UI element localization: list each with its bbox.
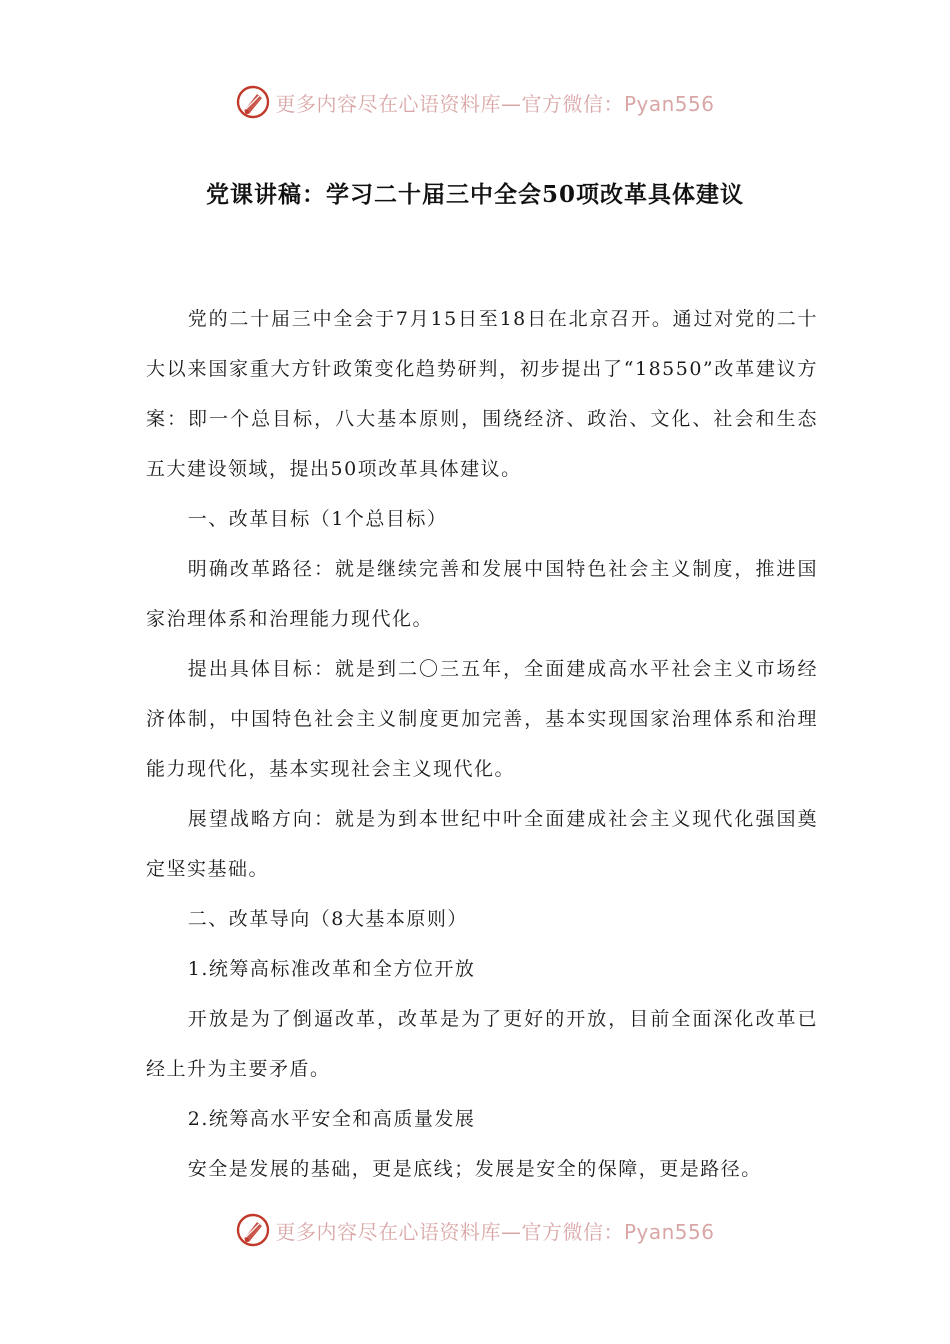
watermark-banner-inner xyxy=(235,80,714,124)
document-body xyxy=(146,294,818,1194)
paragraph-principle-1: 开放是为了倒逼改革，改革是为了更好的开放，目前全面深化改革已经上升为主要矛盾。 xyxy=(146,1008,818,1080)
pen-nib-circle-icon xyxy=(235,1212,271,1248)
heading-reform-orientation: 二、改革导向（8大基本原则） xyxy=(187,908,468,930)
heading-reform-goal: 一、改革目标（1个总目标） xyxy=(187,508,448,530)
subheading-principle-1: 1.统筹高标准改革和全方位开放 xyxy=(187,958,476,980)
pen-nib-circle-icon xyxy=(235,84,271,120)
document-title: 党课讲稿：学习二十届三中全会50项改革具体建议 xyxy=(205,181,744,208)
paragraph-strategic-direction: 展望战略方向：就是为到本世纪中叶全面建成社会主义现代化强国奠定坚实基础。 xyxy=(146,808,818,880)
watermark-banner-inner xyxy=(235,1208,714,1252)
watermark-text: 更多内容尽在心语资料库—官方微信：Pyan556 xyxy=(275,1219,715,1244)
paragraph-principle-2: 安全是发展的基础，更是底线；发展是安全的保障，更是路径。 xyxy=(187,1158,762,1180)
subheading-principle-2: 2.统筹高水平安全和高质量发展 xyxy=(187,1108,476,1130)
paragraph-reform-path: 明确改革路径：就是继续完善和发展中国特色社会主义制度，推进国家治理体系和治理能力现代化。 xyxy=(146,558,818,630)
watermark-banner-top xyxy=(0,80,950,124)
paragraph-specific-goal: 提出具体目标：就是到二〇三五年，全面建成高水平社会主义市场经济体制，中国特色社会主义制度更加完善，基本实现国家治理体系和治理能力现代化，基本实现社会主义现代化。 xyxy=(146,658,818,780)
paragraph-intro: 党的二十届三中全会于7月15日至18日在北京召开。通过对党的二十大以来国家重大方针政策变化趋势研判，初步提出了“18550”改革建议方案：即一个总目标，八大基本原则，围绕经济、政治、文化、社会和生态五大建设领域，提出50项改革具体建议。 xyxy=(146,308,818,480)
watermark-text: 更多内容尽在心语资料库—官方微信：Pyan556 xyxy=(275,91,715,116)
watermark-banner-bottom xyxy=(0,1208,950,1252)
